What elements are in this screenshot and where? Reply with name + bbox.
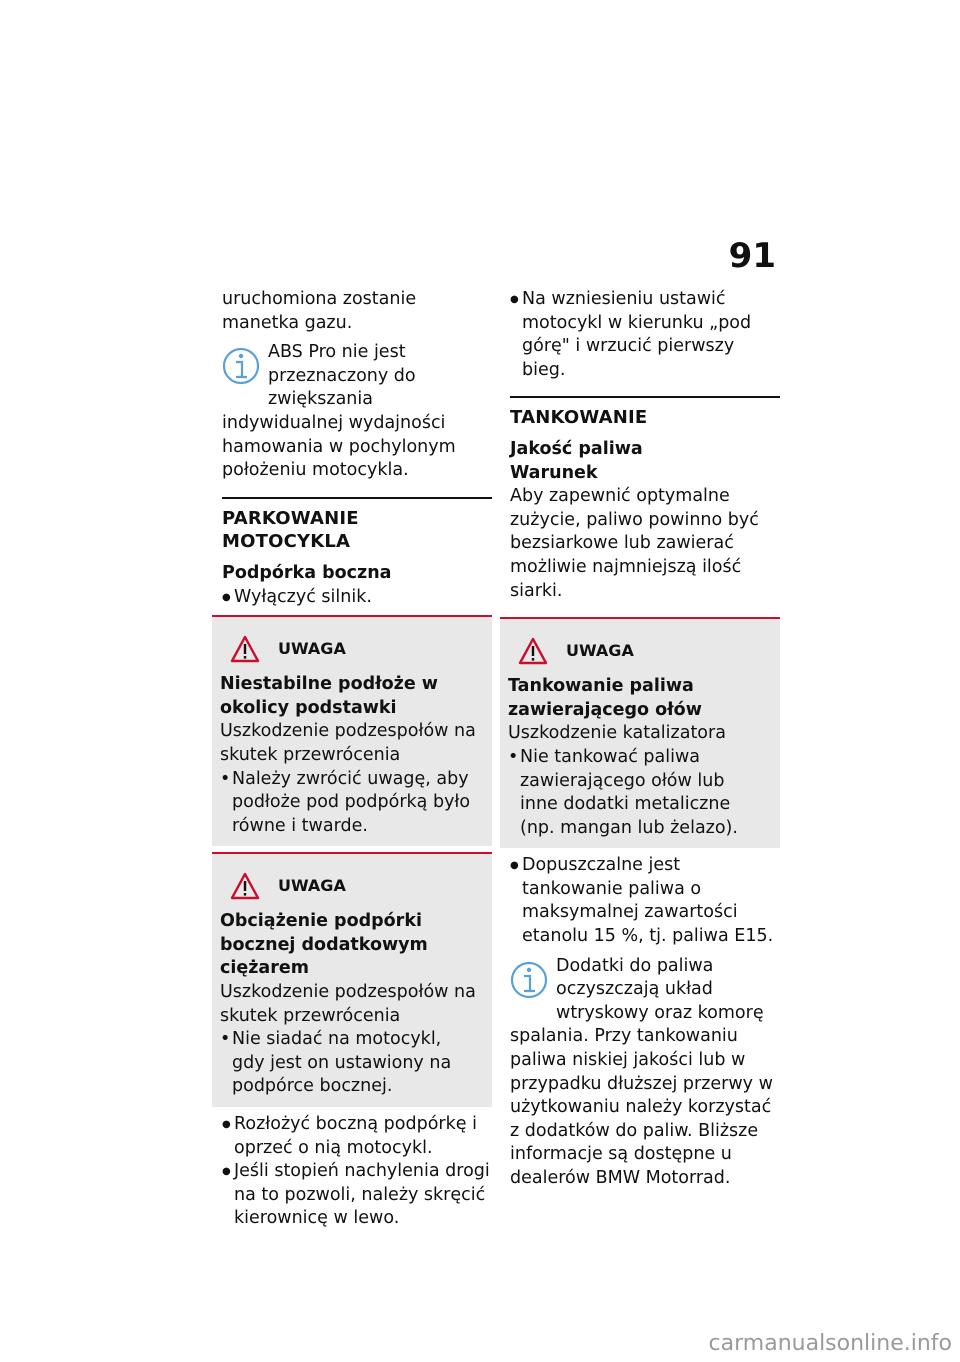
warning-title: Tankowanie paliwa zawierającego ołów [508, 676, 702, 720]
subsection-title-fuel-quality: Jakość paliwa [510, 438, 643, 459]
warning-label: UWAGA [278, 876, 346, 896]
warning-action: • Nie tankować paliwa zawierającego ołów lub inne dodatki metaliczne (np. mangan lub żelazo). [508, 746, 766, 840]
page-number: 91 [728, 236, 776, 276]
left-column [222, 288, 492, 1231]
warning-title: Obciążenie podpórki bocznej dodatkowym ciężarem [220, 911, 428, 979]
info-icon [510, 957, 548, 1003]
section-title-refuelling: TANKOWANIE [510, 396, 780, 430]
warning-box [500, 617, 780, 848]
info-text: Dodatki do paliwa oczyszczają układ wtryskowy oraz komorę spalania. Przy tankowaniu paliwa niskiej jakości lub w przypadku dłuższej przerwy w użytkowaniu należy korzystać z dodatków do paliw. Bliższe informacje są dostępne u dealerów BMW Motorrad. [510, 955, 773, 1188]
warning-box [212, 852, 492, 1107]
warning-action: • Nie siadać na motocykl, gdy jest on ustawiony na podpórce bocznej. [220, 1028, 478, 1099]
warning-label: UWAGA [566, 641, 634, 661]
warning-triangle-icon [518, 637, 548, 665]
right-column [510, 288, 780, 1191]
warning-consequence: Uszkodzenie podzespołów na skutek przewrócenia [220, 721, 476, 765]
info-note [222, 341, 492, 483]
body-text: Aby zapewnić optymalne zużycie, paliwo powinno być bezsiarkowe lub zawierać możliwie najmniejszą ilość siarki. [510, 486, 759, 601]
info-text: ABS Pro nie jest przeznaczony do zwiększania indywidualnej wydajności hamowania w pochylonym położeniu motocykla. [222, 342, 456, 481]
bullet-item: ● Rozłożyć boczną podpórkę i oprzeć o nią motocykl. [222, 1113, 492, 1160]
warning-consequence: Uszkodzenie podzespołów na skutek przewrócenia [220, 982, 476, 1026]
bullet-item: ● Wyłączyć silnik. [222, 586, 492, 610]
bullet-item: ● Dopuszczalne jest tankowanie paliwa o maksymalnej zawartości etanolu 15 %, tj. paliwa E15. [510, 854, 780, 948]
warning-action: • Należy zwrócić uwagę, aby podłoże pod podpórką było równe i twarde. [220, 768, 478, 839]
subsection-title-condition: Warunek [510, 462, 598, 483]
warning-title: Niestabilne podłoże w okolicy podstawki [220, 674, 438, 718]
warning-label: UWAGA [278, 639, 346, 659]
warning-consequence: Uszkodzenie katalizatora [508, 723, 726, 744]
warning-triangle-icon [230, 872, 260, 900]
warning-box [212, 615, 492, 846]
bullet-item: ● Na wzniesieniu ustawić motocykl w kierunku „pod górę" i wrzucić pierwszy bieg. [510, 288, 780, 382]
info-icon [222, 343, 260, 389]
info-note [510, 955, 780, 1191]
subsection-title-sidestand: Podpórka boczna [222, 562, 392, 583]
watermark: carmanualsonline.info [708, 1331, 952, 1356]
warning-triangle-icon [230, 635, 260, 663]
intro-text: uruchomiona zostanie manetka gazu. [222, 289, 417, 333]
bullet-item: ● Jeśli stopień nachylenia drogi na to pozwoli, należy skręcić kierownicę w lewo. [222, 1160, 492, 1231]
section-title-parking: PARKOWANIE MOTOCYKLA [222, 497, 492, 554]
